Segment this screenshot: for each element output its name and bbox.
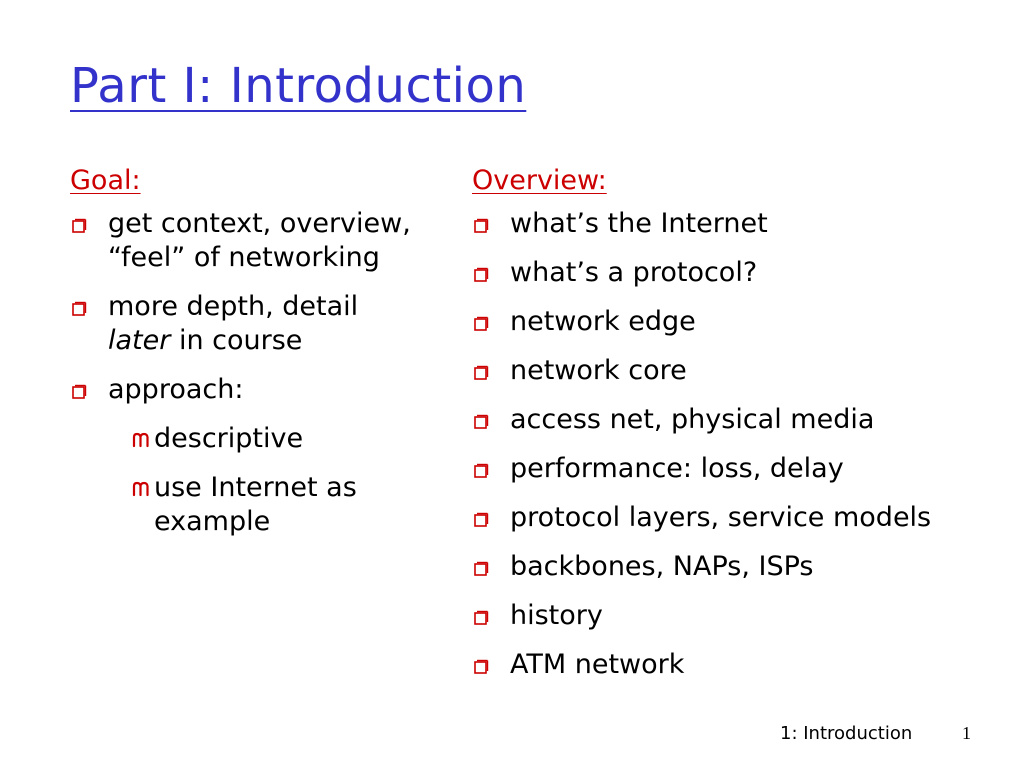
hollow-square-bullet-icon (72, 384, 87, 399)
overview-item (472, 648, 1017, 682)
goal-item (70, 207, 420, 275)
overview-item-text: what’s a protocol? (510, 257, 758, 288)
hollow-square-bullet-icon (474, 561, 489, 576)
footer-section-label: 1: Introduction (780, 723, 913, 744)
slide-title: Part I: Introduction (70, 58, 527, 114)
overview-item-text: ATM network (510, 649, 685, 680)
goal-item (70, 373, 420, 539)
overview-item (472, 550, 1017, 584)
hollow-square-bullet-icon (72, 301, 87, 316)
goal-item-text: get context, overview, “feel” of networking (108, 208, 411, 273)
page-number: 1 (962, 723, 971, 743)
overview-item (472, 403, 1017, 437)
overview-item-text: network core (510, 355, 687, 386)
overview-item (472, 305, 1017, 339)
approach-subitem (108, 471, 420, 539)
hollow-square-bullet-icon (474, 512, 489, 527)
m-bullet-icon (132, 432, 150, 448)
hollow-square-bullet-icon (474, 659, 489, 674)
overview-item (472, 354, 1017, 388)
goal-item-emphasis: later (108, 325, 171, 356)
hollow-square-bullet-icon (474, 463, 489, 478)
approach-sublist (108, 422, 420, 539)
hollow-square-bullet-icon (474, 218, 489, 233)
hollow-square-bullet-icon (474, 267, 489, 282)
m-bullet-icon (132, 481, 150, 497)
approach-subitem-text: descriptive (154, 423, 304, 454)
overview-item-text: network edge (510, 306, 696, 337)
goal-item-text: approach: (108, 374, 244, 405)
hollow-square-bullet-icon (474, 610, 489, 625)
hollow-square-bullet-icon (474, 365, 489, 380)
overview-item-text: what’s the Internet (510, 208, 768, 239)
overview-column (472, 164, 1017, 697)
overview-item (472, 207, 1017, 241)
hollow-square-bullet-icon (474, 414, 489, 429)
overview-heading: Overview: (472, 165, 607, 196)
goal-column (70, 164, 420, 554)
hollow-square-bullet-icon (72, 218, 87, 233)
goal-list (70, 207, 420, 539)
overview-list (472, 207, 1017, 682)
goal-item (70, 290, 420, 358)
goal-heading: Goal: (70, 165, 141, 196)
approach-subitem-text: use Internet as example (154, 472, 357, 537)
overview-item (472, 599, 1017, 633)
overview-item-text: backbones, NAPs, ISPs (510, 551, 814, 582)
overview-item-text: access net, physical media (510, 404, 875, 435)
overview-item (472, 501, 1017, 535)
overview-item (472, 256, 1017, 290)
goal-item-text: more depth, detail (108, 291, 359, 322)
overview-item-text: protocol layers, service models (510, 502, 932, 533)
overview-item (472, 452, 1017, 486)
overview-item-text: performance: loss, delay (510, 453, 844, 484)
overview-item-text: history (510, 600, 603, 631)
approach-subitem (108, 422, 420, 456)
goal-item-text: in course (170, 325, 303, 356)
hollow-square-bullet-icon (474, 316, 489, 331)
